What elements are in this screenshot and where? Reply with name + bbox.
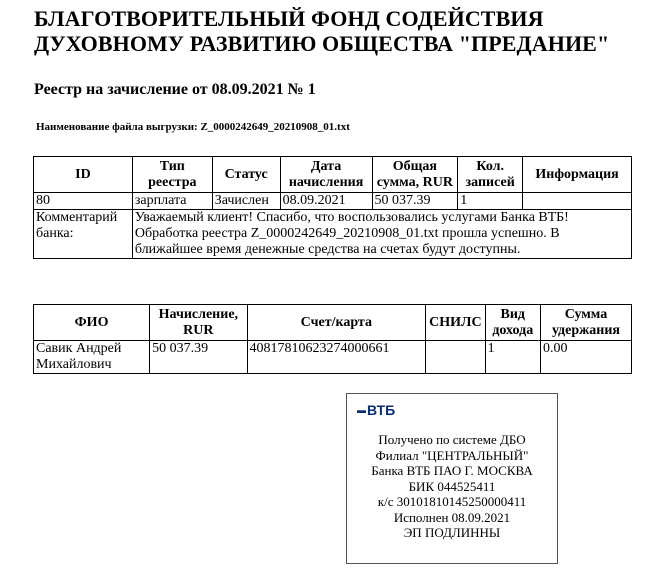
organization-title: БЛАГОТВОРИТЕЛЬНЫЙ ФОНД СОДЕЙСТВИЯ ДУХОВНОМУ РАЗВИТИЮ ОБЩЕСТВА "ПРЕДАНИЕ" (34, 6, 610, 56)
header-total-sum: Общая сумма, RUR (372, 157, 458, 193)
comment-label: Комментарий банка: (34, 210, 133, 259)
cell-account: 40817810623274000661 (247, 341, 426, 374)
cell-deduction: 0.00 (540, 341, 631, 374)
table-row (34, 341, 632, 374)
stamp-line: Банка ВТБ ПАО Г. МОСКВА (371, 463, 533, 478)
cell-accrual: 50 037.39 (150, 341, 247, 374)
header-registry-type: Тип реестра (132, 157, 212, 193)
stamp-line: Получено по системе ДБО (378, 432, 526, 447)
stamp-line: ЭП ПОДЛИННЫ (403, 525, 501, 540)
registry-table (33, 156, 632, 259)
cell-id: 80 (34, 193, 133, 210)
header-id: ID (34, 157, 133, 193)
cell-income-type: 1 (485, 341, 540, 374)
stamp-line: БИК 044525411 (408, 478, 496, 494)
stamp-line: Филиал "ЦЕНТРАЛЬНЫЙ" (375, 447, 529, 463)
stamp-text (347, 432, 557, 541)
cell-snils (426, 341, 485, 374)
vtb-logo-icon: ▬ (357, 405, 365, 415)
header-status: Статус (212, 157, 280, 193)
registry-title: Реестр на зачисление от 08.09.2021 № 1 (34, 81, 316, 98)
stamp-line: Исполнен 08.09.2021 (393, 509, 511, 525)
header-accrual: Начисление, RUR (150, 305, 247, 341)
header-account: Счет/карта (247, 305, 426, 341)
header-snils: СНИЛС (426, 305, 485, 341)
vtb-logo (357, 403, 395, 419)
header-record-count: Кол. записей (458, 157, 523, 193)
stamp-line: к/с 30101810145250000411 (377, 494, 527, 509)
cell-fio: Савик Андрей Михайлович (34, 341, 150, 374)
header-information: Информация (523, 157, 632, 193)
registry-comment-row (34, 210, 632, 259)
registry-header-row (34, 157, 632, 193)
bank-stamp (346, 393, 558, 564)
people-header-row (34, 305, 632, 341)
cell-accrual-date: 08.09.2021 (280, 193, 372, 210)
registry-data-row (34, 193, 632, 210)
header-accrual-date: Дата начисления (280, 157, 372, 193)
cell-registry-type: зарплата (132, 193, 212, 210)
comment-text: Уважаемый клиент! Спасибо, что воспользовались услугами Банка ВТБ! Обработка реестра Z_0000242649_20210908_01.txt прошла успешно. В ближайшее время денежные средства на счетах будут доступны. (132, 210, 631, 259)
people-table (33, 304, 632, 374)
cell-total-sum: 50 037.39 (372, 193, 458, 210)
header-fio: ФИО (34, 305, 150, 341)
cell-information (523, 193, 632, 210)
export-file-name: Наименование файла выгрузки: Z_0000242649_20210908_01.txt (36, 121, 350, 133)
header-deduction: Сумма удержания (540, 305, 631, 341)
vtb-logo-text: ВТБ (367, 402, 396, 418)
header-income-type: Вид дохода (485, 305, 540, 341)
cell-status: Зачислен (212, 193, 280, 210)
cell-record-count: 1 (458, 193, 523, 210)
